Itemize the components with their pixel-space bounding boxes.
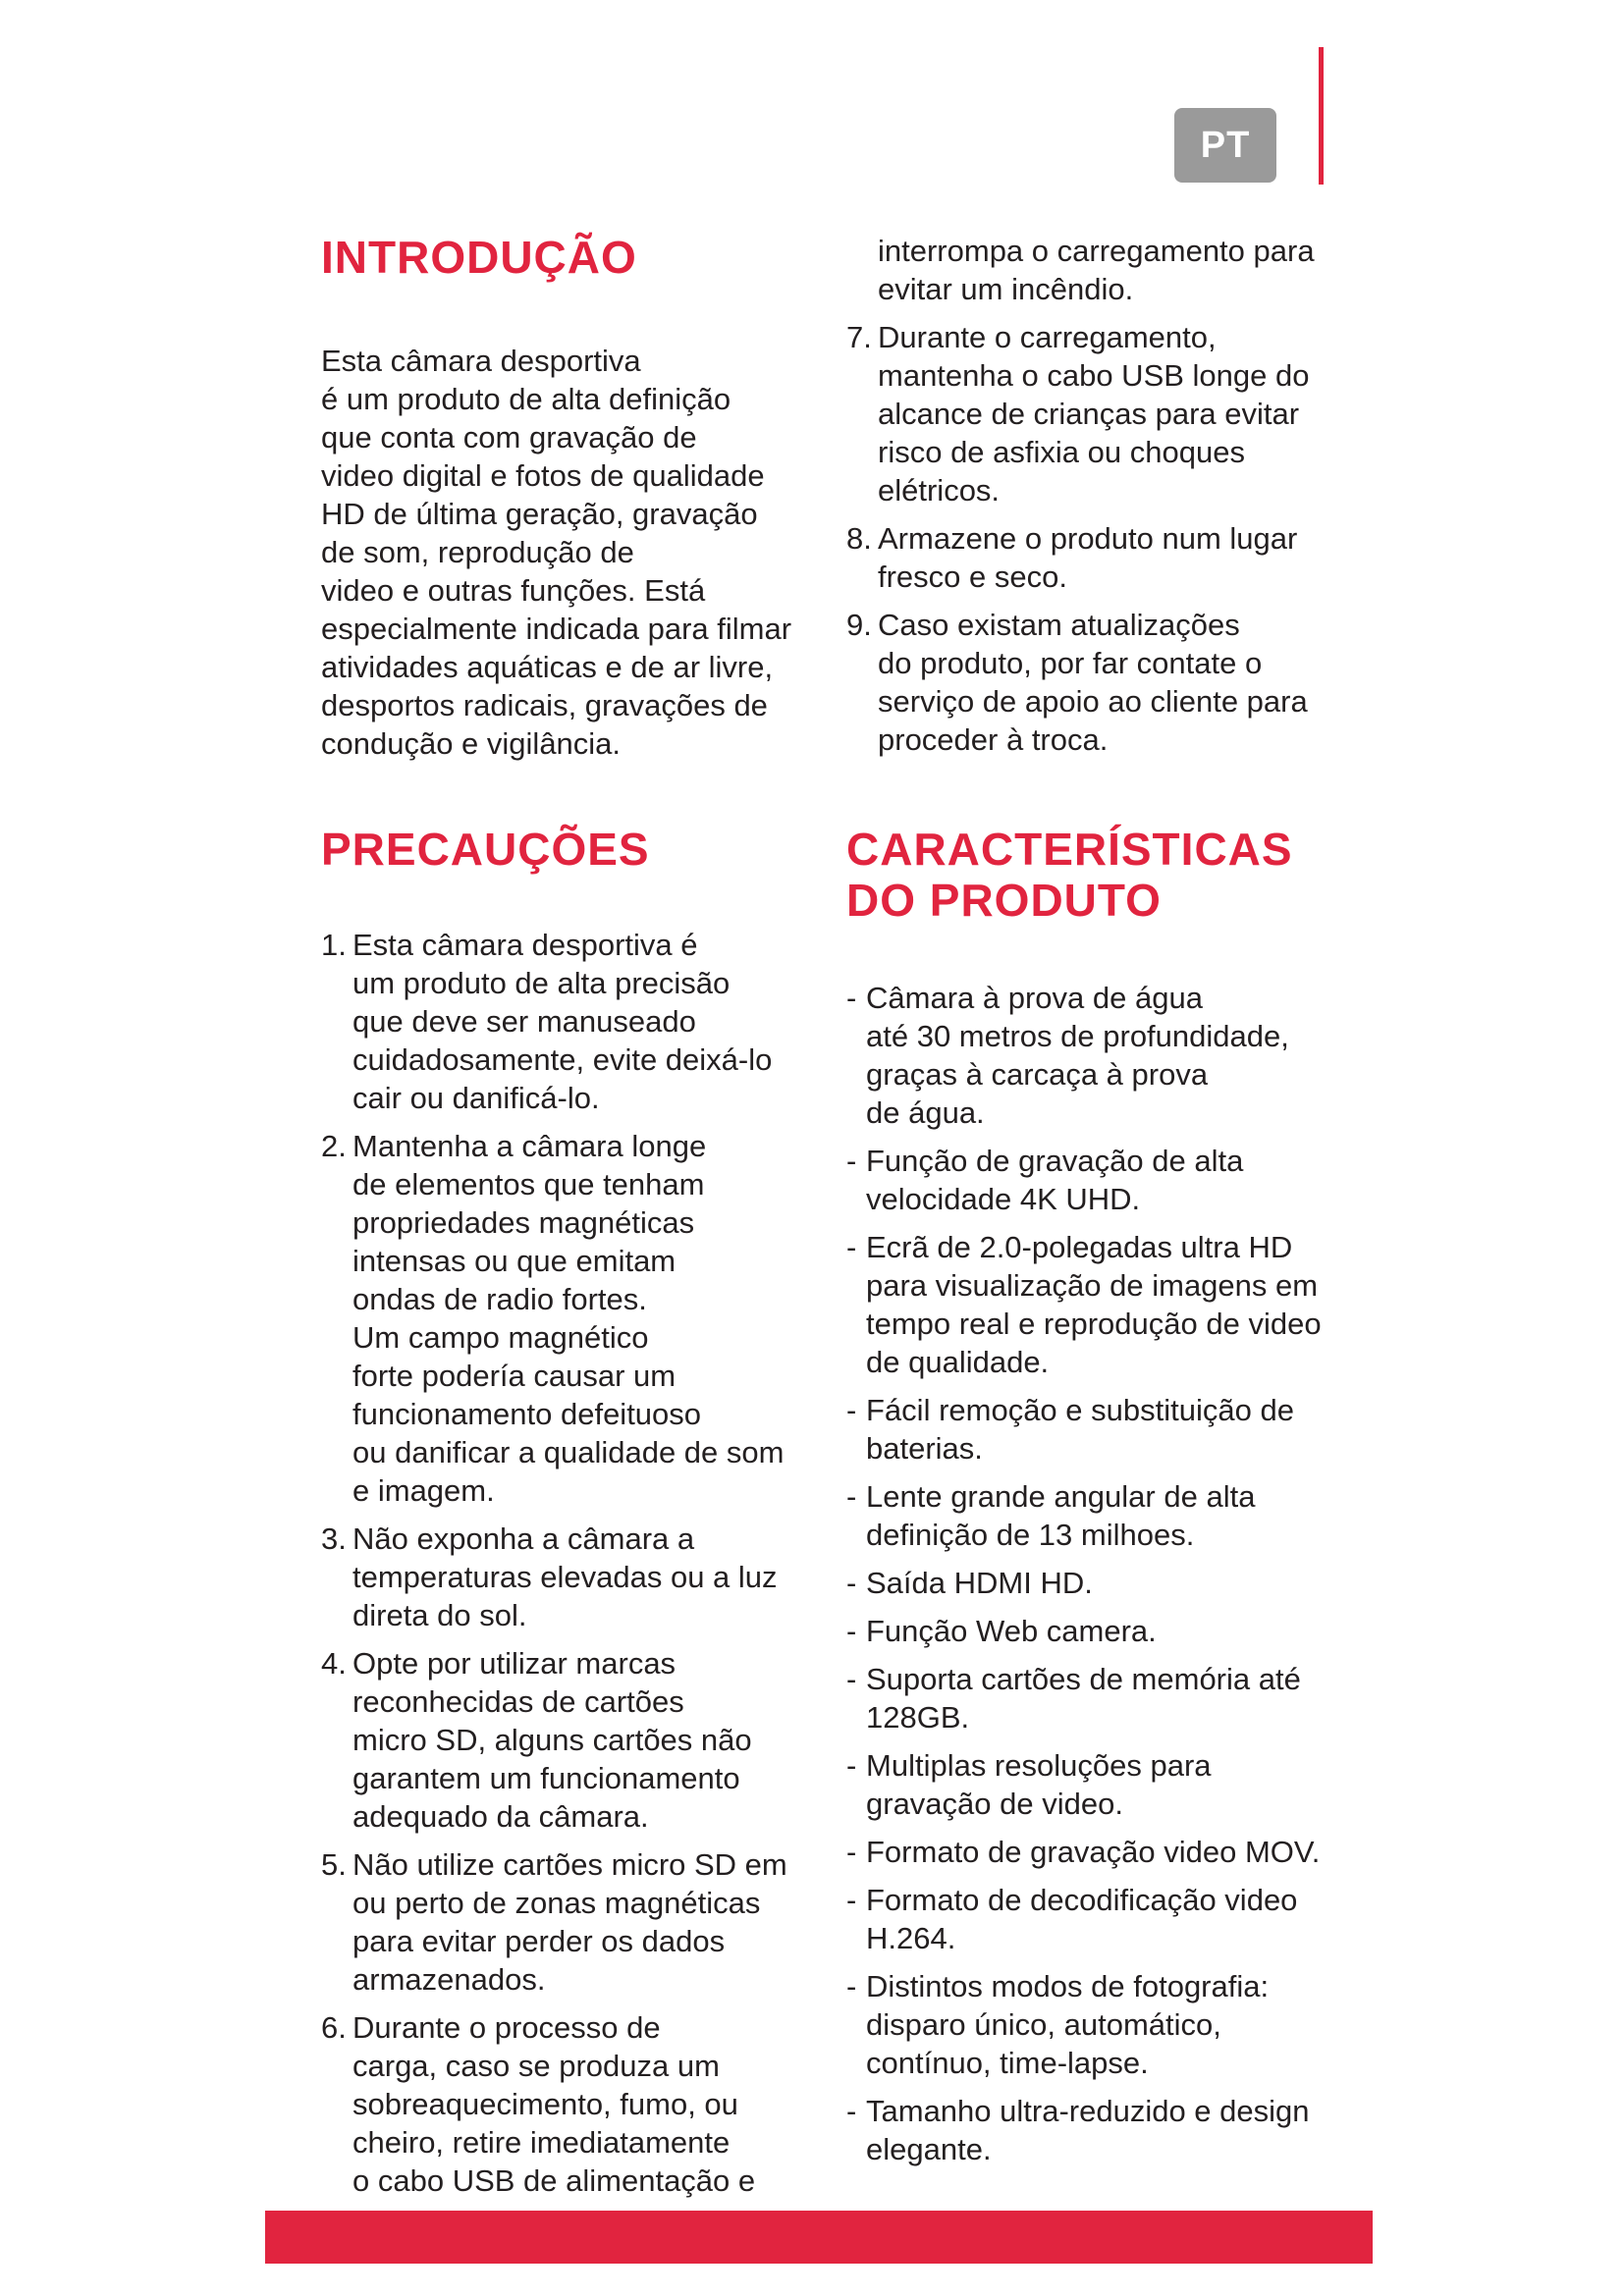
feature-text: Ecrã de 2.0-polegadas ultra HD para visualização de imagens em tempo real e reprodução de video de qualidade.: [866, 1230, 1322, 1379]
feature-text: Distintos modos de fotografia: disparo único, automático, contínuo, time-lapse.: [866, 1969, 1270, 2080]
feature-text: Câmara à prova de água até 30 metros de profundidade, graças à carcaça à prova de água.: [866, 981, 1289, 1130]
features-heading-line2: DO PRODUTO: [846, 875, 1162, 926]
item-text: Opte por utilizar marcas reconhecidas de cartões micro SD, alguns cartões não garantem um funcionamento adequado da câmara.: [352, 1646, 752, 1834]
item-text: Não exponha a câmara a temperaturas elevadas ou a luz direta do sol.: [352, 1522, 778, 1632]
precautions-list-continued: [846, 318, 1327, 759]
feature-item: [846, 1612, 1327, 1650]
feature-text: Tamanho ultra-reduzido e design elegante.: [866, 2094, 1310, 2166]
feature-text: Função de gravação de alta velocidade 4K UHD.: [866, 1144, 1244, 1216]
item-number: 1.: [321, 928, 347, 962]
feature-text: Suporta cartões de memória até 128GB.: [866, 1662, 1301, 1735]
right-column: [846, 232, 1327, 2178]
dash-bullet: -: [846, 1748, 857, 1783]
feature-item: [846, 1142, 1327, 1218]
feature-item: [846, 1660, 1327, 1736]
precautions-heading: PRECAUÇÕES: [321, 824, 650, 875]
item-number: 7.: [846, 320, 872, 354]
dash-bullet: -: [846, 1566, 857, 1600]
dash-bullet: -: [846, 1835, 857, 1869]
dash-bullet: -: [846, 981, 857, 1015]
feature-text: Saída HDMI HD.: [866, 1566, 1093, 1600]
feature-text: Lente grande angular de alta definição de 13 milhoes.: [866, 1479, 1256, 1552]
dash-bullet: -: [846, 1230, 857, 1264]
item-number: 2.: [321, 1129, 347, 1163]
feature-text: Formato de gravação video MOV.: [866, 1835, 1321, 1869]
features-heading: [846, 824, 1327, 926]
item-text: Durante o carregamento, mantenha o cabo USB longe do alcance de crianças para evitar risco de asfixia ou choques elétricos.: [878, 320, 1310, 507]
dash-bullet: -: [846, 1662, 857, 1696]
feature-text: Formato de decodificação video H.264.: [866, 1883, 1298, 1955]
language-badge: PT: [1174, 108, 1276, 183]
feature-item: [846, 1833, 1327, 1871]
item-text: Esta câmara desportiva é um produto de alta precisão que deve ser manuseado cuidadosamente, evite deixá-lo cair ou danificá-lo.: [352, 928, 773, 1115]
feature-text: Multiplas resoluções para gravação de video.: [866, 1748, 1212, 1821]
feature-item: [846, 1967, 1327, 2082]
precaution-item: [846, 606, 1327, 759]
dash-bullet: -: [846, 1393, 857, 1427]
feature-item: [846, 1746, 1327, 1823]
precaution-item: [321, 2008, 792, 2200]
feature-text: Fácil remoção e substituição de baterias.: [866, 1393, 1294, 1466]
top-accent-rule: [1319, 47, 1324, 185]
dash-bullet: -: [846, 1614, 857, 1648]
feature-item: [846, 1881, 1327, 1957]
dash-bullet: -: [846, 2094, 857, 2128]
features-heading-line1: CARACTERÍSTICAS: [846, 824, 1293, 875]
left-column: [321, 232, 792, 2210]
precaution-item: [321, 1644, 792, 1836]
dash-bullet: -: [846, 1144, 857, 1178]
feature-item: [846, 1228, 1327, 1381]
item-number: 3.: [321, 1522, 347, 1556]
item-number: 4.: [321, 1646, 347, 1681]
dash-bullet: -: [846, 1883, 857, 1917]
item-text: Armazene o produto num lugar fresco e seco.: [878, 521, 1298, 594]
intro-heading: INTRODUÇÃO: [321, 232, 637, 283]
item-text: Durante o processo de carga, caso se produza um sobreaquecimento, fumo, ou cheiro, retire imediatamente o cabo USB de alimentação e: [352, 2010, 756, 2198]
precautions-list: [321, 926, 792, 2200]
dash-bullet: -: [846, 1479, 857, 1514]
feature-item: [846, 979, 1327, 1132]
precaution-item: [846, 318, 1327, 509]
precaution-item: [846, 519, 1327, 596]
features-list: [846, 979, 1327, 2168]
item-text: Não utilize cartões micro SD em ou perto de zonas magnéticas para evitar perder os dados armazenados.: [352, 1847, 787, 1997]
item-number: 9.: [846, 608, 872, 642]
item-text: Mantenha a câmara longe de elementos que tenham propriedades magnéticas intensas ou que emitam ondas de radio fortes. Um campo magnético forte podería causar um funcionamento defeituoso ou danificar a qualidade de som e imagem.: [352, 1129, 785, 1508]
feature-item: [846, 1564, 1327, 1602]
item-number: 6.: [321, 2010, 347, 2045]
feature-item: [846, 1391, 1327, 1468]
feature-item: [846, 2092, 1327, 2168]
precaution-item-continued: interrompa o carregamento para evitar um incêndio.: [878, 234, 1315, 306]
item-text: Caso existam atualizações do produto, por far contate o serviço de apoio ao cliente para proceder à troca.: [878, 608, 1308, 757]
dash-bullet: -: [846, 1969, 857, 2003]
intro-text: Esta câmara desportiva é um produto de alta definição que conta com gravação de video digital e fotos de qualidade HD de última geração, gravação de som, reprodução de video e outras funções. Está especialmente indicada para filmar atividades aquáticas e de ar livre, desportos radicais, gravações de condução e vigilância.: [321, 344, 792, 761]
footer-accent-bar: [265, 2211, 1373, 2264]
feature-text: Função Web camera.: [866, 1614, 1157, 1648]
item-number: 8.: [846, 521, 872, 556]
precaution-item: [321, 1127, 792, 1510]
precaution-item: [321, 1845, 792, 1999]
feature-item: [846, 1477, 1327, 1554]
precaution-item: [321, 926, 792, 1117]
precaution-item: [321, 1520, 792, 1634]
item-number: 5.: [321, 1847, 347, 1882]
